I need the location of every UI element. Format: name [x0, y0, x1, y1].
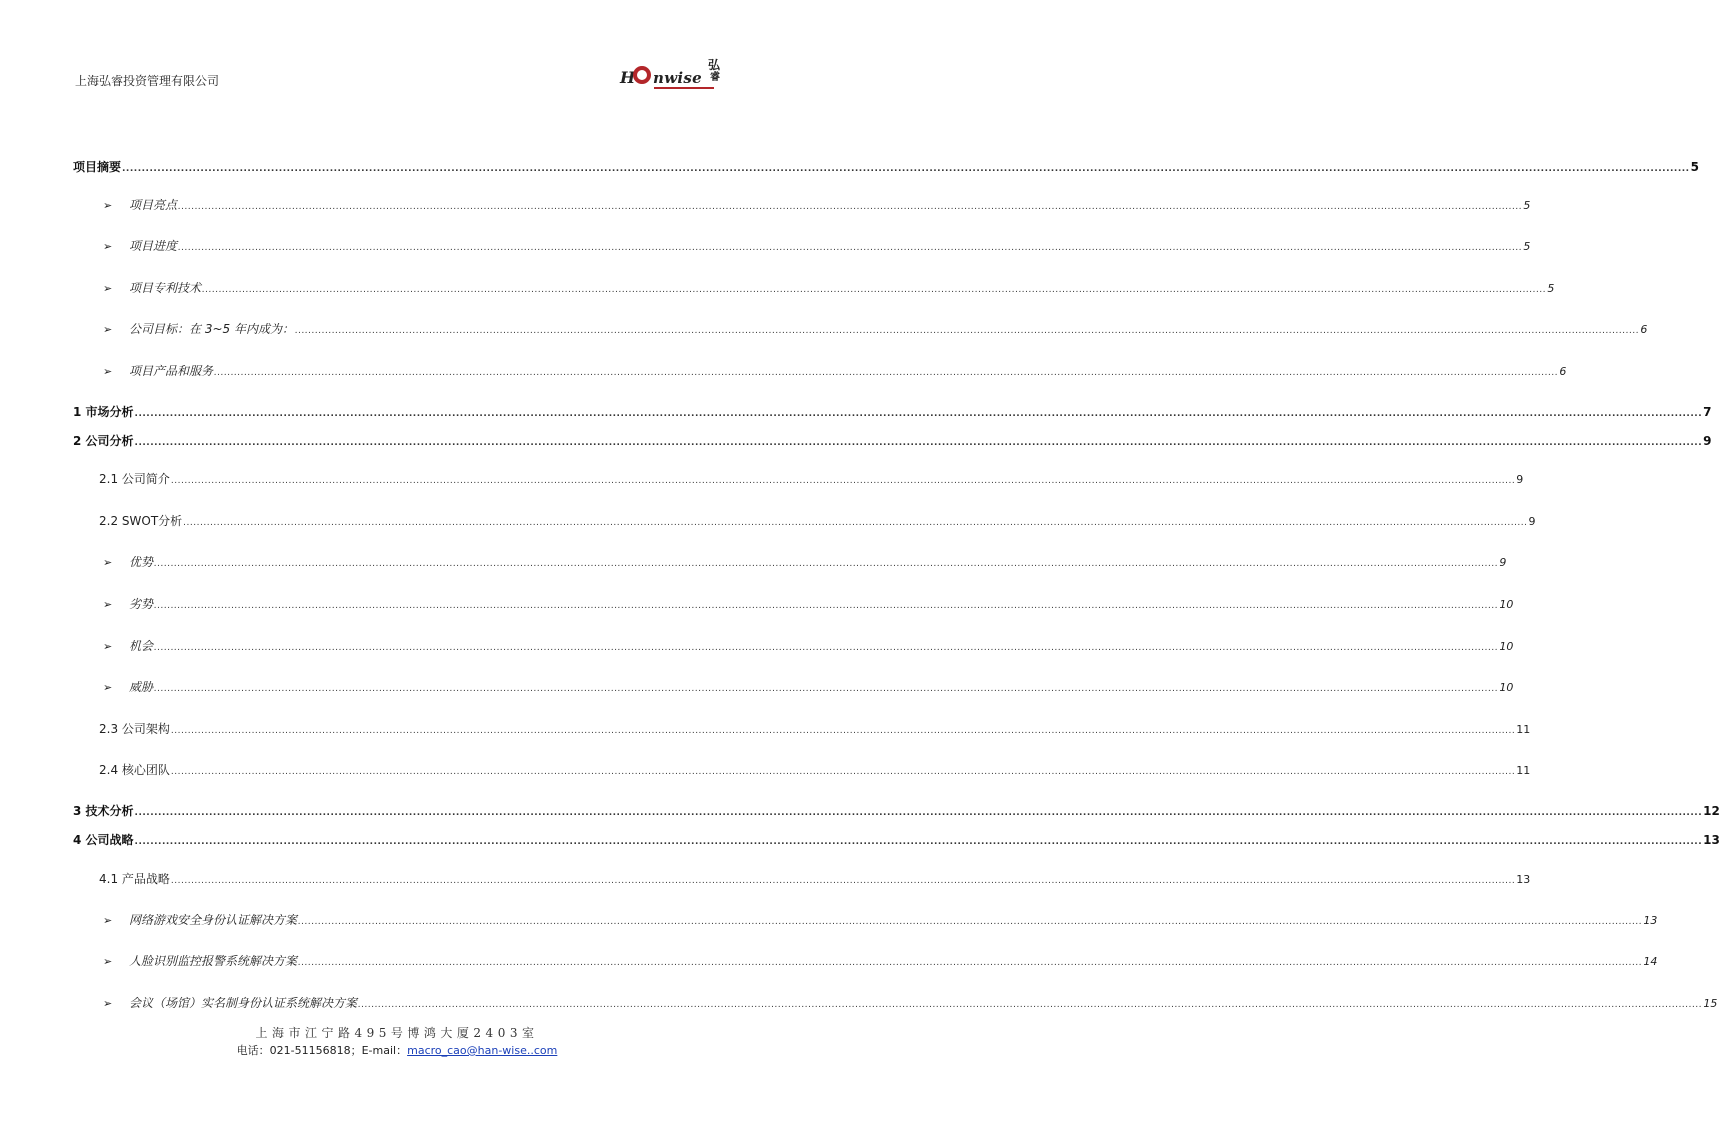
toc-entry-label [73, 403, 134, 420]
toc-leader-dots: ................................................................................................................................................................................................................................................................................................................................................................................................................ [154, 601, 1499, 611]
arrow-bullet-icon: ➢ [103, 681, 113, 694]
toc-entry-label [99, 870, 170, 887]
toc-entry-text: 2.1 公司简介 [99, 472, 170, 486]
toc-entry-label [103, 237, 177, 254]
logo-wordmark: nwise [653, 69, 703, 87]
toc-entry-label [73, 432, 134, 449]
toc-page-number: 9 [1528, 515, 1536, 528]
toc-leader-dots: ................................................................................................................................................................................................................................................................................................................................................................................................................ [202, 285, 1547, 295]
toc-entry-text: 2 公司分析 [73, 434, 134, 448]
toc-entry[interactable] [99, 870, 1531, 887]
toc-entry[interactable] [103, 237, 1531, 254]
toc-entry-label [103, 196, 177, 213]
toc-leader-dots: ................................................................................................................................................................................................................................................................................................................................................................................................................ [170, 876, 1516, 886]
toc-leader-dots: ................................................................................................................................................................................................................................................................................................................................................................................................................ [178, 202, 1523, 212]
toc-entry-label [103, 320, 294, 337]
arrow-bullet-icon: ➢ [103, 914, 113, 927]
toc-entry-text: 4.1 产品战略 [99, 872, 170, 886]
toc-page-number: 5 [1690, 160, 1699, 174]
toc-entry-label [99, 470, 170, 487]
toc-leader-dots: ................................................................................................................................................................................................................................................................................................................................................................................................................ [154, 684, 1499, 694]
logo-underline [654, 87, 714, 89]
toc-leader-dots: ................................................................................................................................................................................................................................................................................................................................................................................................................ [358, 1000, 1703, 1010]
toc-leader-dots: ................................................................................................................................................................................................................................................................................................................................................................................................................ [294, 326, 1640, 336]
toc-page-number: 6 [1640, 323, 1648, 336]
toc-page-number: 11 [1516, 723, 1531, 736]
toc-entry-label [103, 994, 357, 1011]
toc-entry-text: 网络游戏安全身份认证解决方案 [129, 913, 298, 927]
toc-entry[interactable] [103, 678, 1514, 695]
arrow-bullet-icon: ➢ [103, 199, 113, 212]
toc-entry[interactable] [103, 362, 1567, 379]
footer-contact [0, 1042, 794, 1058]
toc-entry-label [103, 595, 153, 612]
toc-entry[interactable] [103, 952, 1658, 969]
footer-address: 上海市江宁路495号博鸿大厦2403室 [255, 1026, 539, 1040]
toc-leader-dots: ................................................................................................................................................................................................................................................................................................................................................................................................................ [170, 726, 1516, 736]
toc-entry[interactable] [103, 994, 1718, 1011]
toc-leader-dots: ................................................................................................................................................................................................................................................................................................................................................................................................................ [178, 243, 1523, 253]
toc-entry-text: 2.4 核心团队 [99, 763, 170, 777]
toc-entry-text: 项目摘要 [73, 160, 122, 174]
toc-entry-label [73, 158, 121, 175]
footer-email-link[interactable]: macro_cao@han-wise..com [407, 1044, 558, 1057]
toc-entry-text: 1 市场分析 [73, 405, 134, 419]
toc-entry[interactable] [99, 761, 1531, 778]
logo-chinese-top: 弘 [708, 58, 721, 72]
toc-entry-text: 威胁 [129, 680, 154, 694]
toc-entry-label [103, 553, 153, 570]
toc-page-number: 5 [1523, 240, 1531, 253]
toc-entry-text: 人脸识别监控报警系统解决方案 [129, 954, 298, 968]
toc-page-number: 10 [1499, 681, 1514, 694]
toc-entry[interactable] [103, 595, 1514, 612]
arrow-bullet-icon: ➢ [103, 598, 113, 611]
toc-leader-dots: ................................................................................................................................................................................................................................................................................................................................................................................................................ [134, 409, 1703, 419]
arrow-bullet-icon: ➢ [103, 240, 113, 253]
toc-entry-text: 2.3 公司架构 [99, 722, 170, 736]
toc-entry[interactable] [99, 512, 1536, 529]
toc-page-number: 14 [1643, 955, 1658, 968]
toc-entry[interactable] [103, 279, 1555, 296]
toc-entry-label [99, 512, 182, 529]
logo-chinese-bottom: 睿 [710, 72, 720, 83]
toc-page-number: 13 [1703, 833, 1720, 847]
arrow-bullet-icon: ➢ [103, 365, 113, 378]
toc-entry-text: 项目进度 [129, 239, 178, 253]
toc-leader-dots: ................................................................................................................................................................................................................................................................................................................................................................................................................ [134, 438, 1703, 448]
toc-page-number: 10 [1499, 598, 1514, 611]
toc-entry[interactable] [73, 432, 1712, 449]
toc-leader-dots: ................................................................................................................................................................................................................................................................................................................................................................................................................ [154, 643, 1499, 653]
toc-page-number: 11 [1516, 764, 1531, 777]
toc-entry[interactable] [73, 802, 1720, 819]
toc-entry[interactable] [103, 196, 1531, 213]
toc-page-number: 9 [1516, 473, 1524, 486]
toc-page-number: 9 [1703, 434, 1712, 448]
toc-entry-label [73, 802, 134, 819]
toc-entry-text: 公司目标：在 3~5 年内成为： [129, 322, 294, 336]
toc-page-number: 13 [1643, 914, 1658, 927]
arrow-bullet-icon: ➢ [103, 640, 113, 653]
toc-page-number: 10 [1499, 640, 1514, 653]
toc-page-number: 9 [1499, 556, 1507, 569]
toc-entry[interactable] [103, 637, 1514, 654]
toc-page-number: 15 [1703, 997, 1718, 1010]
toc-entry[interactable] [73, 158, 1699, 175]
toc-page-number: 12 [1703, 804, 1720, 818]
toc-entry-text: 2.2 SWOT分析 [99, 514, 183, 528]
arrow-bullet-icon: ➢ [103, 282, 113, 295]
toc-entry-label [103, 952, 297, 969]
toc-leader-dots: ................................................................................................................................................................................................................................................................................................................................................................................................................ [134, 837, 1703, 847]
header-company-name: 上海弘睿投资管理有限公司 [75, 74, 220, 88]
toc-entry[interactable] [103, 911, 1658, 928]
toc-entry-text: 会议（场馆）实名制身份认证系统解决方案 [129, 996, 358, 1010]
arrow-bullet-icon: ➢ [103, 556, 113, 569]
toc-leader-dots: ................................................................................................................................................................................................................................................................................................................................................................................................................ [170, 476, 1516, 486]
toc-leader-dots: ................................................................................................................................................................................................................................................................................................................................................................................................................ [183, 518, 1528, 528]
toc-entry-text: 劣势 [129, 597, 154, 611]
toc-page-number: 7 [1703, 405, 1712, 419]
toc-page-number: 6 [1559, 365, 1567, 378]
toc-entry-text: 项目产品和服务 [129, 364, 214, 378]
arrow-bullet-icon: ➢ [103, 997, 113, 1010]
toc-leader-dots: ................................................................................................................................................................................................................................................................................................................................................................................................................ [122, 164, 1690, 174]
toc-entry-label [103, 279, 201, 296]
toc-entry-text: 机会 [129, 639, 154, 653]
toc-entry-text: 项目专利技术 [129, 281, 202, 295]
arrow-bullet-icon: ➢ [103, 323, 113, 336]
logo-letter-h: H [620, 68, 636, 87]
toc-entry-text: 3 技术分析 [73, 804, 134, 818]
toc-entry-label [99, 761, 170, 778]
toc-entry-label [73, 831, 134, 848]
arrow-bullet-icon: ➢ [103, 955, 113, 968]
toc-entry-label [103, 678, 153, 695]
toc-entry[interactable] [99, 470, 1524, 487]
toc-entry[interactable] [73, 831, 1720, 848]
toc-page-number: 5 [1523, 199, 1531, 212]
company-logo [620, 58, 724, 92]
toc-entry-label [99, 720, 170, 737]
toc-leader-dots: ................................................................................................................................................................................................................................................................................................................................................................................................................ [154, 559, 1499, 569]
toc-leader-dots: ................................................................................................................................................................................................................................................................................................................................................................................................................ [298, 917, 1643, 927]
toc-leader-dots: ................................................................................................................................................................................................................................................................................................................................................................................................................ [214, 368, 1559, 378]
toc-leader-dots: ................................................................................................................................................................................................................................................................................................................................................................................................................ [134, 808, 1703, 818]
toc-entry-text: 4 公司战略 [73, 833, 134, 847]
toc-page-number: 13 [1516, 873, 1531, 886]
toc-entry[interactable] [73, 403, 1712, 420]
toc-entry-text: 项目亮点 [129, 198, 178, 212]
toc-leader-dots: ................................................................................................................................................................................................................................................................................................................................................................................................................ [170, 767, 1516, 777]
logo-ring-icon [633, 66, 651, 84]
toc-entry-label [103, 637, 153, 654]
toc-entry[interactable] [103, 320, 1648, 337]
footer-phone: 电话：021-51156818；E-mail： [236, 1044, 408, 1057]
toc-entry-text: 优势 [129, 555, 154, 569]
toc-entry-label [103, 911, 297, 928]
toc-entry[interactable] [103, 553, 1507, 570]
toc-page-number: 5 [1547, 282, 1555, 295]
toc-leader-dots: ................................................................................................................................................................................................................................................................................................................................................................................................................ [298, 958, 1643, 968]
toc-entry[interactable] [99, 720, 1531, 737]
toc-entry-label [103, 362, 213, 379]
